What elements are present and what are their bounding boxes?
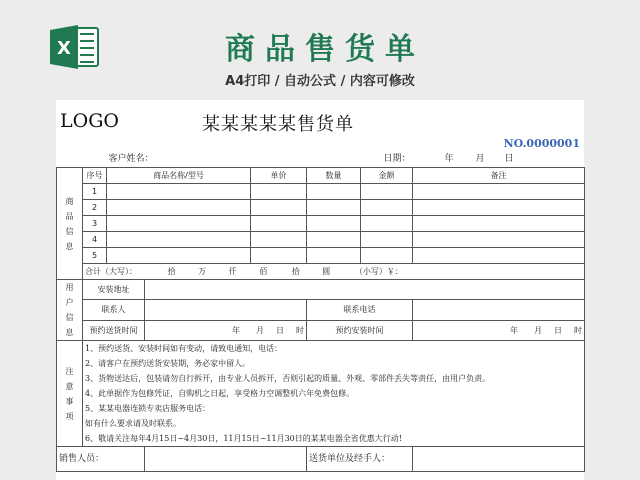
date-month: 月: [475, 154, 485, 164]
delivery-time-value[interactable]: 年 月 日 时: [145, 320, 307, 340]
cell-name[interactable]: [107, 200, 251, 216]
table-row: [57, 184, 585, 200]
cell-remark[interactable]: [413, 200, 585, 216]
row-index: 2: [83, 200, 107, 216]
row-index: 3: [83, 216, 107, 232]
notes-row: [57, 341, 585, 447]
cell-remark[interactable]: [413, 232, 585, 248]
row-index: 1: [83, 184, 107, 200]
invoice-sheet: [56, 100, 584, 480]
install-time-label: 预约安装时间: [307, 320, 413, 340]
form-number: NO.0000001: [503, 137, 580, 150]
sales-value[interactable]: [145, 447, 307, 472]
contact-person-label: 联系人: [83, 300, 145, 320]
note-line: 5、某某电器连锁专卖店服务电话：: [85, 404, 211, 413]
cell-price[interactable]: [251, 184, 307, 200]
col-header-qty: 数量: [307, 168, 361, 184]
contact-row: [57, 300, 585, 320]
banner-subtitle: A4打印 / 自动公式 / 内容可修改: [225, 74, 415, 89]
cell-qty[interactable]: [307, 232, 361, 248]
contact-phone-value[interactable]: [413, 300, 585, 320]
date-year: 年: [444, 154, 454, 164]
cell-name[interactable]: [107, 216, 251, 232]
total-label: 合计（大写）：: [85, 267, 137, 276]
col-header-price: 单价: [251, 168, 307, 184]
cell-price[interactable]: [251, 248, 307, 264]
note-line: 2、请客户在预约送货安装期，务必家中留人。: [85, 359, 251, 368]
row-index: 5: [83, 248, 107, 264]
date-label: 日期：: [383, 154, 411, 164]
signature-row: [57, 447, 585, 472]
product-header-row: [57, 168, 585, 184]
banner-title: 商品售货单: [225, 32, 425, 67]
svg-text:X: X: [57, 38, 71, 59]
row-index: 4: [83, 232, 107, 248]
col-header-index: 序号: [83, 168, 107, 184]
cell-price[interactable]: [251, 200, 307, 216]
note-line: 1、预约送货、安装时间如有变动，请致电通知，电话：: [85, 344, 283, 353]
table-row: [57, 232, 585, 248]
contact-person-value[interactable]: [145, 300, 307, 320]
cell-qty[interactable]: [307, 200, 361, 216]
note-line: 6、敬请关注每年4月15日~4月30日，11月15日~11月30日的某某电器全省优惠大行动!: [85, 434, 402, 443]
cell-remark[interactable]: [413, 184, 585, 200]
col-header-name: 商品名称/型号: [107, 168, 251, 184]
install-address-value[interactable]: [145, 280, 585, 300]
delivery-value[interactable]: [413, 447, 585, 472]
invoice-table: [56, 152, 585, 472]
table-row: [57, 216, 585, 232]
cell-qty[interactable]: [307, 216, 361, 232]
cell-price[interactable]: [251, 216, 307, 232]
col-header-remark: 备注: [413, 168, 585, 184]
col-header-amount: 金额: [361, 168, 413, 184]
install-address-label: 安装地址: [83, 280, 145, 300]
delivery-time-label: 预约送货时间: [83, 320, 145, 340]
table-row: [57, 248, 585, 264]
note-line: 如有什么要求请及时联系。: [85, 419, 181, 428]
cell-remark[interactable]: [413, 216, 585, 232]
install-address-row: [57, 280, 585, 300]
schedule-row: [57, 320, 585, 340]
form-title: 某某某某某售货单: [202, 114, 354, 135]
cell-name[interactable]: [107, 248, 251, 264]
cell-amount[interactable]: [361, 200, 413, 216]
notes-section-label: 注 意 事 项: [57, 341, 83, 447]
notes-content: [83, 341, 585, 447]
cell-amount[interactable]: [361, 216, 413, 232]
sales-label: 销售人员：: [57, 447, 145, 472]
install-time-value[interactable]: 年 月 日 时: [413, 320, 585, 340]
contact-phone-label: 联系电话: [307, 300, 413, 320]
customer-label: 客户姓名：: [108, 154, 154, 164]
note-line: 3、货物送达后，包装请勿自行拆开，由专业人员拆开，否则引起的质量、外观、零部件丢失等责任，由用户负责。: [85, 374, 491, 383]
cell-amount[interactable]: [361, 232, 413, 248]
delivery-label: 送货单位及经手人：: [307, 447, 413, 472]
cell-qty[interactable]: [307, 248, 361, 264]
cell-amount[interactable]: [361, 248, 413, 264]
customer-value[interactable]: [251, 152, 307, 168]
total-row: [57, 264, 585, 280]
form-logo: LOGO: [60, 110, 119, 132]
date-day: 日: [504, 154, 514, 164]
cell-price[interactable]: [251, 232, 307, 248]
total-small-label: （小写）￥：: [354, 267, 403, 276]
customer-row: [57, 152, 585, 168]
note-line: 4、此单据作为包修凭证，自购机之日起，享受格力空调整机六年免费包修。: [85, 389, 355, 398]
total-cell[interactable]: 合计（大写）： 拾 万 仟 佰 拾 圆 （小写）￥：: [83, 264, 585, 280]
date-value[interactable]: [413, 152, 585, 168]
cell-qty[interactable]: [307, 184, 361, 200]
cell-remark[interactable]: [413, 248, 585, 264]
user-section-label: 用 户 信 息: [57, 280, 83, 341]
table-row: [57, 200, 585, 216]
cell-amount[interactable]: [361, 184, 413, 200]
cell-name[interactable]: [107, 184, 251, 200]
cell-name[interactable]: [107, 232, 251, 248]
product-section-label: 商 品 信 息: [57, 168, 83, 280]
